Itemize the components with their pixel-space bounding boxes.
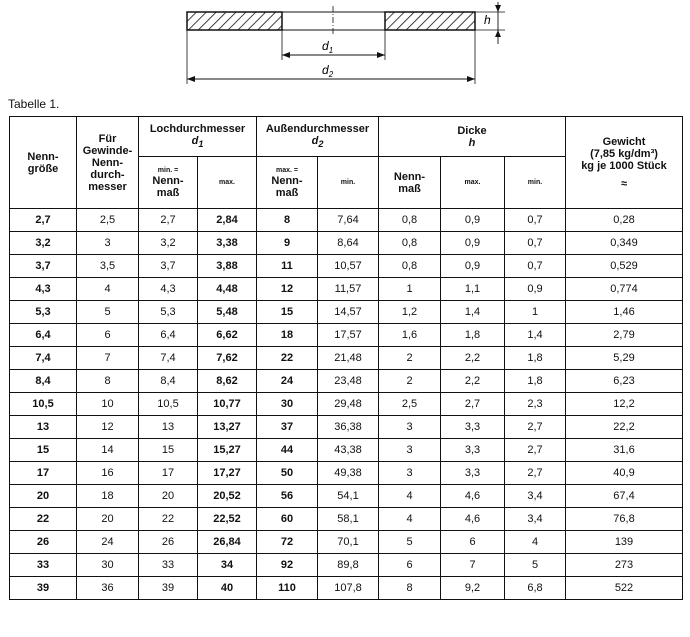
table-cell: 22,52 bbox=[198, 508, 257, 531]
table-cell: 13 bbox=[139, 416, 198, 439]
table-cell: 15 bbox=[10, 439, 77, 462]
table-cell: 7,4 bbox=[10, 347, 77, 370]
table-cell: 1,6 bbox=[379, 324, 441, 347]
table-cell: 37 bbox=[257, 416, 318, 439]
table-row bbox=[10, 255, 683, 278]
table-cell: 8,4 bbox=[139, 370, 198, 393]
table-cell: 9 bbox=[257, 232, 318, 255]
table-cell: 36 bbox=[77, 577, 139, 600]
table-cell: 8,62 bbox=[198, 370, 257, 393]
table-cell: 40 bbox=[198, 577, 257, 600]
table-cell: 2,5 bbox=[379, 393, 441, 416]
table-cell: 5 bbox=[77, 301, 139, 324]
table-cell: 3,2 bbox=[10, 232, 77, 255]
table-cell: 1 bbox=[505, 301, 566, 324]
table-cell: 1,46 bbox=[566, 301, 683, 324]
table-cell: 3 bbox=[379, 439, 441, 462]
header-dicke-max: max. bbox=[441, 157, 505, 209]
table-cell: 2,2 bbox=[441, 370, 505, 393]
table-cell: 22,2 bbox=[566, 416, 683, 439]
table-cell: 15 bbox=[139, 439, 198, 462]
table-cell: 13,27 bbox=[198, 416, 257, 439]
table-caption: Tabelle 1. bbox=[8, 97, 60, 111]
table-cell: 12 bbox=[77, 416, 139, 439]
h-label: h bbox=[484, 13, 491, 27]
table-cell: 1,8 bbox=[505, 370, 566, 393]
table-cell: 70,1 bbox=[318, 531, 379, 554]
aussendurchmesser-title: Außendurchmesser bbox=[265, 122, 370, 135]
table-cell: 3,3 bbox=[441, 416, 505, 439]
table-cell: 6,8 bbox=[505, 577, 566, 600]
table-cell: 3,7 bbox=[139, 255, 198, 278]
table-cell: 20 bbox=[139, 485, 198, 508]
table-cell: 22 bbox=[10, 508, 77, 531]
aussen-max-label: Nenn- maß bbox=[271, 174, 303, 199]
header-dicke-min: min. bbox=[505, 157, 566, 209]
table-cell: 30 bbox=[77, 554, 139, 577]
table-cell: 26 bbox=[10, 531, 77, 554]
table-row bbox=[10, 531, 683, 554]
table-cell: 2,7 bbox=[441, 393, 505, 416]
table-cell: 4,3 bbox=[10, 278, 77, 301]
table-cell: 2,7 bbox=[505, 462, 566, 485]
table-row bbox=[10, 370, 683, 393]
table-cell: 17 bbox=[10, 462, 77, 485]
table-cell: 26 bbox=[139, 531, 198, 554]
table-cell: 20,52 bbox=[198, 485, 257, 508]
header-lochdurchmesser bbox=[139, 117, 257, 157]
table-cell: 1,2 bbox=[379, 301, 441, 324]
table-cell: 24 bbox=[77, 531, 139, 554]
table-cell: 110 bbox=[257, 577, 318, 600]
table-cell: 4 bbox=[77, 278, 139, 301]
table-cell: 31,6 bbox=[566, 439, 683, 462]
table-cell: 2,84 bbox=[198, 209, 257, 232]
table-cell: 21,48 bbox=[318, 347, 379, 370]
aussendurchmesser-symbol: $d_2$ bbox=[311, 134, 324, 150]
table-cell: 5,29 bbox=[566, 347, 683, 370]
table-cell: 3,3 bbox=[441, 462, 505, 485]
table-row bbox=[10, 554, 683, 577]
table-cell: 3 bbox=[379, 416, 441, 439]
washer-section-right bbox=[385, 12, 475, 30]
table-cell: 0,8 bbox=[379, 209, 441, 232]
table-cell: 17,57 bbox=[318, 324, 379, 347]
table-cell: 10 bbox=[77, 393, 139, 416]
loch-min-label: Nenn- maß bbox=[152, 174, 184, 199]
table-row bbox=[10, 416, 683, 439]
table-cell: 6,62 bbox=[198, 324, 257, 347]
table-cell: 3 bbox=[379, 462, 441, 485]
table-cell: 7 bbox=[77, 347, 139, 370]
table-cell: 3,7 bbox=[10, 255, 77, 278]
table-cell: 7,62 bbox=[198, 347, 257, 370]
table-cell: 11,57 bbox=[318, 278, 379, 301]
table-cell: 2,7 bbox=[505, 439, 566, 462]
lochdurchmesser-title: Lochdurchmesser bbox=[149, 122, 246, 135]
table-cell: 33 bbox=[10, 554, 77, 577]
header-dicke bbox=[379, 117, 566, 157]
table-cell: 40,9 bbox=[566, 462, 683, 485]
table-cell: 10,57 bbox=[318, 255, 379, 278]
table-cell: 43,38 bbox=[318, 439, 379, 462]
table-cell: 14 bbox=[77, 439, 139, 462]
gewicht-title: Gewicht (7,85 kg/dm³) kg je 1000 Stück bbox=[581, 135, 667, 172]
table-cell: 8,4 bbox=[10, 370, 77, 393]
table-cell: 60 bbox=[257, 508, 318, 531]
washer-drawing bbox=[0, 0, 690, 95]
table-cell: 54,1 bbox=[318, 485, 379, 508]
table-row bbox=[10, 209, 683, 232]
dicke-title: Dicke bbox=[457, 124, 487, 137]
table-cell: 3 bbox=[77, 232, 139, 255]
washer-section-left bbox=[187, 12, 282, 30]
table-cell: 4,6 bbox=[441, 508, 505, 531]
header-aussen-max bbox=[257, 157, 318, 209]
table-cell: 2,2 bbox=[441, 347, 505, 370]
d1-label: $d_1$ bbox=[322, 39, 334, 55]
table-cell: 34 bbox=[198, 554, 257, 577]
table-cell: 39 bbox=[139, 577, 198, 600]
table-cell: 3,88 bbox=[198, 255, 257, 278]
table-cell: 8 bbox=[257, 209, 318, 232]
table-cell: 3,38 bbox=[198, 232, 257, 255]
table-cell: 273 bbox=[566, 554, 683, 577]
table-cell: 3,5 bbox=[77, 255, 139, 278]
table-cell: 22 bbox=[139, 508, 198, 531]
dicke-symbol: h bbox=[468, 136, 476, 149]
table-cell: 8 bbox=[77, 370, 139, 393]
table-cell: 522 bbox=[566, 577, 683, 600]
table-row bbox=[10, 324, 683, 347]
table-cell: 29,48 bbox=[318, 393, 379, 416]
table-cell: 1,8 bbox=[441, 324, 505, 347]
table-cell: 14,57 bbox=[318, 301, 379, 324]
table-cell: 0,8 bbox=[379, 255, 441, 278]
table-cell: 16 bbox=[77, 462, 139, 485]
gewicht-approx: ≈ bbox=[620, 177, 628, 190]
table-cell: 6 bbox=[441, 531, 505, 554]
header-loch-max: max. bbox=[198, 157, 257, 209]
table-cell: 0,9 bbox=[441, 209, 505, 232]
table-cell: 3,3 bbox=[441, 439, 505, 462]
table-row bbox=[10, 439, 683, 462]
table-cell: 56 bbox=[257, 485, 318, 508]
header-loch-min bbox=[139, 157, 198, 209]
header-aussendurchmesser bbox=[257, 117, 379, 157]
table-cell: 6,4 bbox=[139, 324, 198, 347]
table-cell: 4,48 bbox=[198, 278, 257, 301]
table-cell: 0,529 bbox=[566, 255, 683, 278]
table-cell: 67,4 bbox=[566, 485, 683, 508]
table-cell: 0,7 bbox=[505, 209, 566, 232]
table-cell: 13 bbox=[10, 416, 77, 439]
table-cell: 89,8 bbox=[318, 554, 379, 577]
table-cell: 0,9 bbox=[441, 232, 505, 255]
table-cell: 92 bbox=[257, 554, 318, 577]
table-cell: 58,1 bbox=[318, 508, 379, 531]
table-cell: 5 bbox=[379, 531, 441, 554]
table-cell: 3,2 bbox=[139, 232, 198, 255]
table-row bbox=[10, 232, 683, 255]
table-cell: 2,7 bbox=[10, 209, 77, 232]
table-cell: 72 bbox=[257, 531, 318, 554]
lochdurchmesser-symbol: $d_1$ bbox=[191, 134, 204, 150]
aussen-max-small: max. = bbox=[276, 166, 298, 174]
table-cell: 10,5 bbox=[139, 393, 198, 416]
table-cell: 20 bbox=[77, 508, 139, 531]
table-row bbox=[10, 508, 683, 531]
table-cell: 18 bbox=[257, 324, 318, 347]
table-cell: 139 bbox=[566, 531, 683, 554]
table-cell: 0,349 bbox=[566, 232, 683, 255]
table-cell: 3,4 bbox=[505, 485, 566, 508]
table-cell: 2,79 bbox=[566, 324, 683, 347]
table-cell: 1 bbox=[379, 278, 441, 301]
table-cell: 12 bbox=[257, 278, 318, 301]
table-cell: 7 bbox=[441, 554, 505, 577]
table-cell: 50 bbox=[257, 462, 318, 485]
table-row bbox=[10, 462, 683, 485]
table-cell: 7,4 bbox=[139, 347, 198, 370]
table-cell: 4 bbox=[505, 531, 566, 554]
table-cell: 8 bbox=[379, 577, 441, 600]
table-cell: 107,8 bbox=[318, 577, 379, 600]
table-cell: 0,28 bbox=[566, 209, 683, 232]
table-cell: 1,8 bbox=[505, 347, 566, 370]
table-cell: 20 bbox=[10, 485, 77, 508]
table-row bbox=[10, 485, 683, 508]
table-cell: 22 bbox=[257, 347, 318, 370]
table-cell: 10,5 bbox=[10, 393, 77, 416]
table-cell: 2,7 bbox=[139, 209, 198, 232]
washer-dimensions-table bbox=[9, 116, 683, 600]
table-cell: 17 bbox=[139, 462, 198, 485]
table-cell: 76,8 bbox=[566, 508, 683, 531]
table-cell: 15 bbox=[257, 301, 318, 324]
table-cell: 49,38 bbox=[318, 462, 379, 485]
table-cell: 30 bbox=[257, 393, 318, 416]
d2-label: $d_2$ bbox=[322, 63, 334, 79]
table-cell: 10,77 bbox=[198, 393, 257, 416]
table-cell: 11 bbox=[257, 255, 318, 278]
table-cell: 23,48 bbox=[318, 370, 379, 393]
table-cell: 24 bbox=[257, 370, 318, 393]
table-cell: 2,7 bbox=[505, 416, 566, 439]
table-cell: 26,84 bbox=[198, 531, 257, 554]
table-cell: 2 bbox=[379, 370, 441, 393]
table-cell: 0,7 bbox=[505, 255, 566, 278]
table-cell: 0,7 bbox=[505, 232, 566, 255]
table-cell: 6 bbox=[77, 324, 139, 347]
table-cell: 2,3 bbox=[505, 393, 566, 416]
table-cell: 4 bbox=[379, 508, 441, 531]
table-cell: 8,64 bbox=[318, 232, 379, 255]
table-cell: 33 bbox=[139, 554, 198, 577]
table-cell: 36,38 bbox=[318, 416, 379, 439]
table-cell: 6,4 bbox=[10, 324, 77, 347]
header-gewicht bbox=[566, 117, 683, 209]
table-cell: 12,2 bbox=[566, 393, 683, 416]
header-aussen-min: min. bbox=[318, 157, 379, 209]
table-cell: 7,64 bbox=[318, 209, 379, 232]
loch-min-small: min. = bbox=[157, 166, 179, 174]
table-cell: 0,8 bbox=[379, 232, 441, 255]
table-cell: 4 bbox=[379, 485, 441, 508]
table-row bbox=[10, 393, 683, 416]
table-cell: 15,27 bbox=[198, 439, 257, 462]
table-cell: 1,4 bbox=[441, 301, 505, 324]
table-cell: 1,4 bbox=[505, 324, 566, 347]
table-cell: 2,5 bbox=[77, 209, 139, 232]
table-cell: 0,774 bbox=[566, 278, 683, 301]
table-cell: 4,6 bbox=[441, 485, 505, 508]
header-dicke-nenn: Nenn- maß bbox=[379, 157, 441, 209]
table-cell: 39 bbox=[10, 577, 77, 600]
table-cell: 44 bbox=[257, 439, 318, 462]
table-cell: 0,9 bbox=[441, 255, 505, 278]
table-row bbox=[10, 301, 683, 324]
table-cell: 1,1 bbox=[441, 278, 505, 301]
table-cell: 5 bbox=[505, 554, 566, 577]
table-cell: 3,4 bbox=[505, 508, 566, 531]
header-nenngroesse: Nenn- größe bbox=[10, 117, 77, 209]
table-cell: 9,2 bbox=[441, 577, 505, 600]
table-cell: 18 bbox=[77, 485, 139, 508]
table-cell: 5,48 bbox=[198, 301, 257, 324]
table-row bbox=[10, 577, 683, 600]
table-cell: 17,27 bbox=[198, 462, 257, 485]
table-cell: 0,9 bbox=[505, 278, 566, 301]
header-gewinde: Für Gewinde- Nenn- durch- messer bbox=[77, 117, 139, 209]
table-cell: 2 bbox=[379, 347, 441, 370]
table-cell: 5,3 bbox=[139, 301, 198, 324]
table-cell: 6 bbox=[379, 554, 441, 577]
table-row bbox=[10, 347, 683, 370]
table-cell: 6,23 bbox=[566, 370, 683, 393]
table-cell: 4,3 bbox=[139, 278, 198, 301]
table-cell: 5,3 bbox=[10, 301, 77, 324]
table-row bbox=[10, 278, 683, 301]
